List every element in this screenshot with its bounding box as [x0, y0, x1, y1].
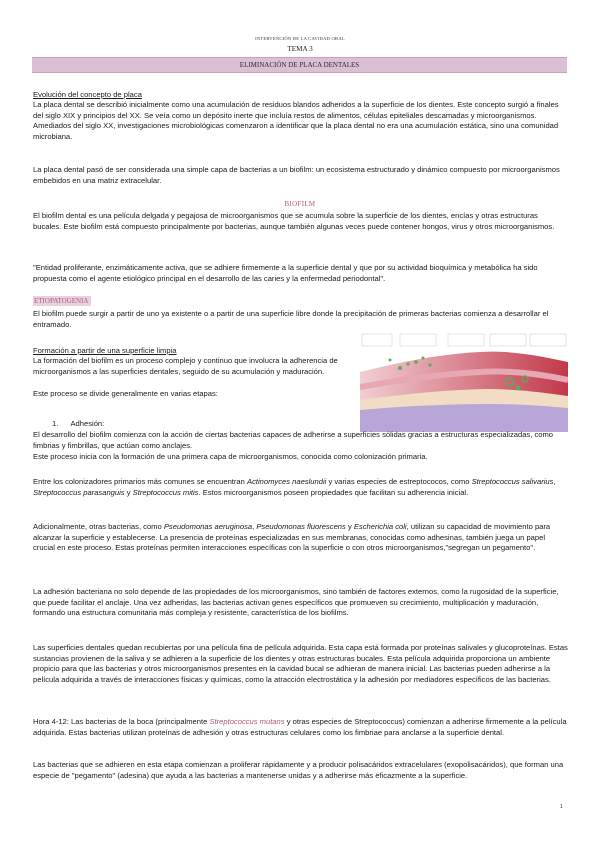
section-heading-formacion: Formación a partir de una superficie limpia: [33, 346, 177, 355]
formacion-paragraph-9: Hora 4-12: Las bacterias de la boca (principalmente Streptococcus mutans y otras especies de Streptococcus) comienzan a adherirse firmemente a la película adquirida. Estas bacterias utilizan proteínas de adhesión y otras estructuras celulares como los fimbriae para anclarse a la superficie dental.: [33, 717, 567, 737]
formacion-paragraph-6: Adicionalmente, otras bacterias, como Pseudomonas aeruginosa, Pseudomonas fluorescens y Escherichia coli, utilizan su capacidad de movimiento para alcanzar la superficie y establecerse. La presencia de proteínas especializadas en sus membranas, conocidas como adhesinas, también juega un papel crucial en este proceso. Estas proteínas permiten interacciones específicas con la superficie o con otros microorganismos,"segregan un pegamento".: [33, 522, 551, 553]
biofilm-illustration-graphic: [360, 332, 568, 432]
document-title: ELIMINACIÓN DE PLACA DENTALES: [239, 61, 360, 69]
evolucion-paragraph-2: La placa dental pasó de ser considerada una simple capa de bacterias a un biofilm: un ecosistema estructurado y dinámico compuesto por microorganismos embebidos en una matriz extracelular.: [33, 165, 560, 185]
formacion-paragraph-4: Este proceso inicia con la formación de una primera capa de microorganismos, conocida como colonización primaria.: [33, 452, 428, 461]
biofilm-illustration: [360, 332, 568, 432]
page-number: 1: [559, 804, 563, 810]
biofilm-quote: "Entidad proliferante, enzimáticamente activa, que se adhiere firmemente a la superficie dental y que por su actividad bioquímica y metabólica ha sido propuesta como el agente etiológico principal en el desarrollo de las caries y la enfermedad periodontal".: [33, 263, 538, 283]
formacion-paragraph-3: El desarrollo del biofilm comienza con la acción de ciertas bacterias capaces de adherirse a superficies sólidas gracias a estructuras especializadas, como fimbrias y fimbrillas, que actúan como anclajes.: [33, 430, 554, 450]
etiopatogenia-paragraph-1: El biofilm puede surgir a partir de uno ya existente o a partir de una superficie libre donde la precipitación de primeras bacterias comienza a desarrollar el entramado.: [33, 309, 549, 329]
formacion-paragraph-2: Este proceso se divide generalmente en varias etapas:: [33, 389, 218, 398]
list-number: 1.: [52, 419, 59, 428]
formacion-paragraph-8: Las superficies dentales quedan recubiertas por una película fina de película adquirida. Esta capa está formada por proteínas salivales y glucoproteínas. Estas sustancias provienen de la saliva y se adhieren a la superficie de los dientes y otras estructuras bucales. Esta película adquirida proporciona un ambiente propicio para que las bacterias y otros microorganismos presentes en la cavidad bucal se adhieran de manera inicial. Las bacterias pueden adherirse a la película adquirida a través de interacciones físicas y químicas, como la atracción electrostática y la adhesión por mediadores específicos de las bacterias.: [33, 643, 568, 684]
formacion-paragraph-5: Entre los colonizadores primarios más comunes se encuentran Actinomyces naeslundii y varias especies de estreptococos, como Streptococcus salivarius, Streptococcus parasanguis y Streptococcus mitis. Estos microorganismos poseen propiedades que facilitan su adherencia inicial.: [33, 477, 556, 497]
title-band: [32, 57, 567, 73]
biofilm-paragraph-1: El biofilm dental es una película delgada y pegajosa de microorganismos que se acumula sobre la superficie de los dientes, encías y otras estructuras bucales. Este biofilm está compuesto principalmente por bacterias, aunque también algunas veces puede contener hongos, virus y otros microorganismos.: [33, 211, 555, 231]
list-item-adhesion: [52, 419, 104, 428]
section-title-biofilm: BIOFILM: [284, 200, 316, 208]
header-tema: TEMA 3: [287, 45, 313, 53]
list-label: Adhesión:: [70, 419, 105, 428]
header-subtitle: INTERVENCIÓN DE LA CAVIDAD ORAL: [255, 36, 345, 41]
formacion-paragraph-7: La adhesión bacteriana no solo depende de las propiedades de los microorganismos, sino también de factores externos, como la rugosidad de la superficie, que puede facilitar el anclaje. Una vez adheridas, las bacterias activan genes específicos que promueven su crecimiento, multiplicación y maduración, formando una estructura comunitaria más compleja y resistente, característica de los biofilms.: [33, 587, 559, 618]
formacion-paragraph-1: La formación del biofilm es un proceso complejo y continuo que involucra la adherencia de microorganismos a las superficies dentales, seguido de su acumulación y maduración.: [33, 356, 338, 376]
section-title-etiopatogenia: ETIOPATOGENIA: [33, 296, 91, 306]
section-heading-evolucion: Evolución del concepto de placa: [33, 90, 142, 99]
formacion-paragraph-10: Las bacterias que se adhieren en esta etapa comienzan a proliferar rápidamente y a producir polisacáridos extracelulares (exopolisacáridos), que forman una especie de "pegamento" (adesina) que ayuda a las bacterias a mantenerse unidas y a adherirse más eficazmente a la superficie.: [33, 760, 564, 780]
evolucion-paragraph-1: La placa dental se describió inicialmente como una acumulación de residuos blandos adheridos a la superficie de los dientes. Este concepto surgió a finales del siglo XIX y principios del XX. Se veía como un depósito inerte que incluía restos de alimentos, células epiteliales descamadas y microorganismos. Amediados del siglo XX, investigaciones microbiológicas comenzaron a identificar que la placa dental no era una acumulación estática, sino una comunidad microbiana.: [33, 100, 559, 141]
